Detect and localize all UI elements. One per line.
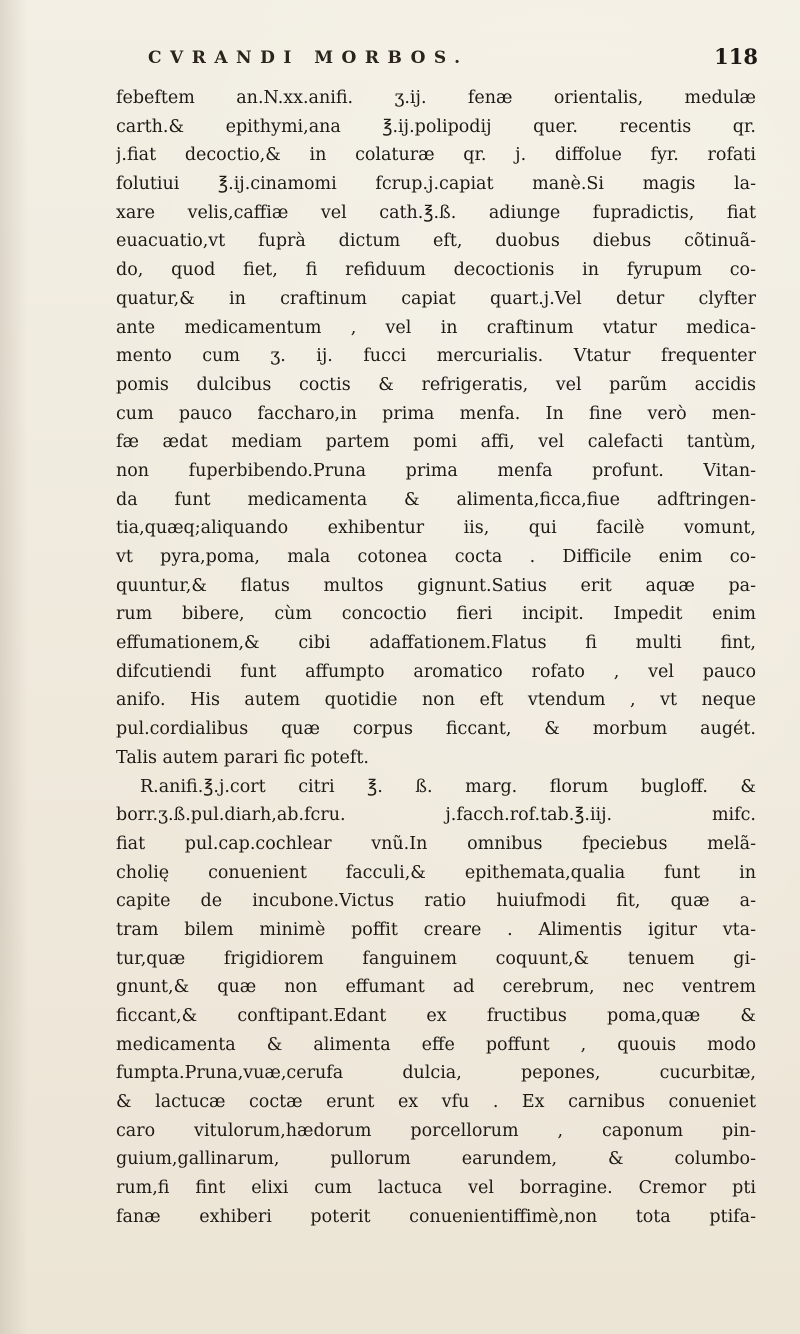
text-line: euacuatio,vt fuprà dictum eft, duobus diebus cõtinuã- (116, 231, 756, 252)
text-line: ante medicamentum , vel in craftinum vtatur medica- (116, 317, 756, 338)
text-line: rum,fi fint elixi cum lactuca vel borragine. Cremor pti (116, 1178, 756, 1199)
text-line: quuntur,& flatus multos gignunt.Satius erit aquæ pa- (116, 575, 756, 596)
body-text (116, 84, 756, 1232)
text-line: anifo. His autem quotidie non eft vtendum , vt neque (116, 690, 756, 711)
page-number: 118 (714, 44, 758, 69)
text-line: effumationem,& cibi adaffationem.Flatus fi multi fint, (116, 633, 756, 654)
text-line: da funt medicamenta & alimenta,ficca,fiue adftringen- (116, 489, 756, 510)
text-line: borr.ʒ.ß.pul.diarh,ab.fcru. j.facch.rof.tab.℥.iij. mifc. (116, 805, 756, 826)
text-line: xare velis,caffiæ vel cath.℥.ß. adiunge fupradictis, fiat (116, 202, 756, 223)
text-line: j.fiat decoctio,& in colaturæ qr. j. diffolue fyr. rofati (116, 145, 756, 166)
text-line: tram bilem minimè poffit creare . Alimentis igitur vta- (116, 919, 756, 940)
text-line: vt pyra,poma, mala cotonea cocta . Difficile enim co- (116, 547, 756, 567)
text-line: fumpta.Pruna,vuæ,cerufa dulcia, pepones, cucurbitæ, (116, 1063, 756, 1084)
text-line: difcutiendi funt affumpto aromatico rofato , vel pauco (116, 661, 756, 682)
text-line: fanæ exhiberi poterit conuenientiffimè,non tota ptifa- (116, 1206, 756, 1227)
text-line: medicamenta & alimenta effe poffunt , quouis modo (116, 1034, 756, 1055)
text-line: caro vitulorum,hædorum porcellorum , caponum pin- (116, 1120, 756, 1141)
text-line: febeftem an.N.xx.anifi. ʒ.ij. fenæ orientalis, medulæ (116, 88, 756, 108)
text-line: quatur,& in craftinum capiat quart.j.Vel detur clyfter (116, 288, 756, 309)
text-line: cum pauco faccharo,in prima menfa. In fine verò men- (116, 403, 756, 424)
text-line: pul.cordialibus quæ corpus ficcant, & morbum augét. (116, 719, 756, 740)
text-line: gnunt,& quæ non effumant ad cerebrum, nec ventrem (116, 977, 756, 998)
text-line: tia,quæq;aliquando exhibentur iis, qui facilè vomunt, (116, 518, 756, 539)
text-line: tur,quæ frigidiorem fanguinem coquunt,& tenuem gi- (116, 948, 756, 969)
recipe-line: R.anifi.℥.j.cort citri ℥. ß. marg. florum bugloff. & (140, 776, 756, 797)
page-header (148, 40, 760, 76)
spine-shadow (0, 0, 28, 1334)
text-line: rum bibere, cùm concoctio fieri incipit. Impedit enim (116, 604, 756, 625)
running-head: CVRANDI MORBOS. (148, 48, 469, 68)
text-line: fiat pul.cap.cochlear vnũ.In omnibus fpeciebus melã- (116, 833, 756, 854)
text-line: non fuperbibendo.Pruna prima menfa profunt. Vitan- (116, 460, 756, 481)
text-line: pomis dulcibus coctis & refrigeratis, vel parũm accidis (116, 374, 756, 395)
text-line: ficcant,& conftipant.Edant ex fructibus poma,quæ & (116, 1006, 756, 1026)
text-line: capite de incubone.Victus ratio huiufmodi fit, quæ a- (116, 891, 756, 912)
text-line: Talis autem parari fic poteft. (116, 747, 369, 768)
text-line: folutiui ℥.ij.cinamomi fcrup.j.capiat manè.Si magis la- (116, 174, 756, 195)
text-line: & lactucæ coctæ erunt ex vfu . Ex carnibus conueniet (116, 1092, 756, 1113)
text-line: mento cum ʒ. ij. fucci mercurialis. Vtatur frequenter (116, 346, 756, 367)
text-line: do, quod fiet, fi refiduum decoctionis in fyrupum co- (116, 260, 756, 281)
text-line: carth.& epithymi,ana ℥.ij.polipodij quer. recentis qr. (116, 116, 756, 137)
text-line: cholię conuenient facculi,& epithemata,qualia funt in (116, 862, 756, 883)
text-line: fæ ædat mediam partem pomi affi, vel calefacti tantùm, (116, 432, 756, 453)
text-line: guium,gallinarum, pullorum earundem, & columbo- (116, 1149, 756, 1170)
